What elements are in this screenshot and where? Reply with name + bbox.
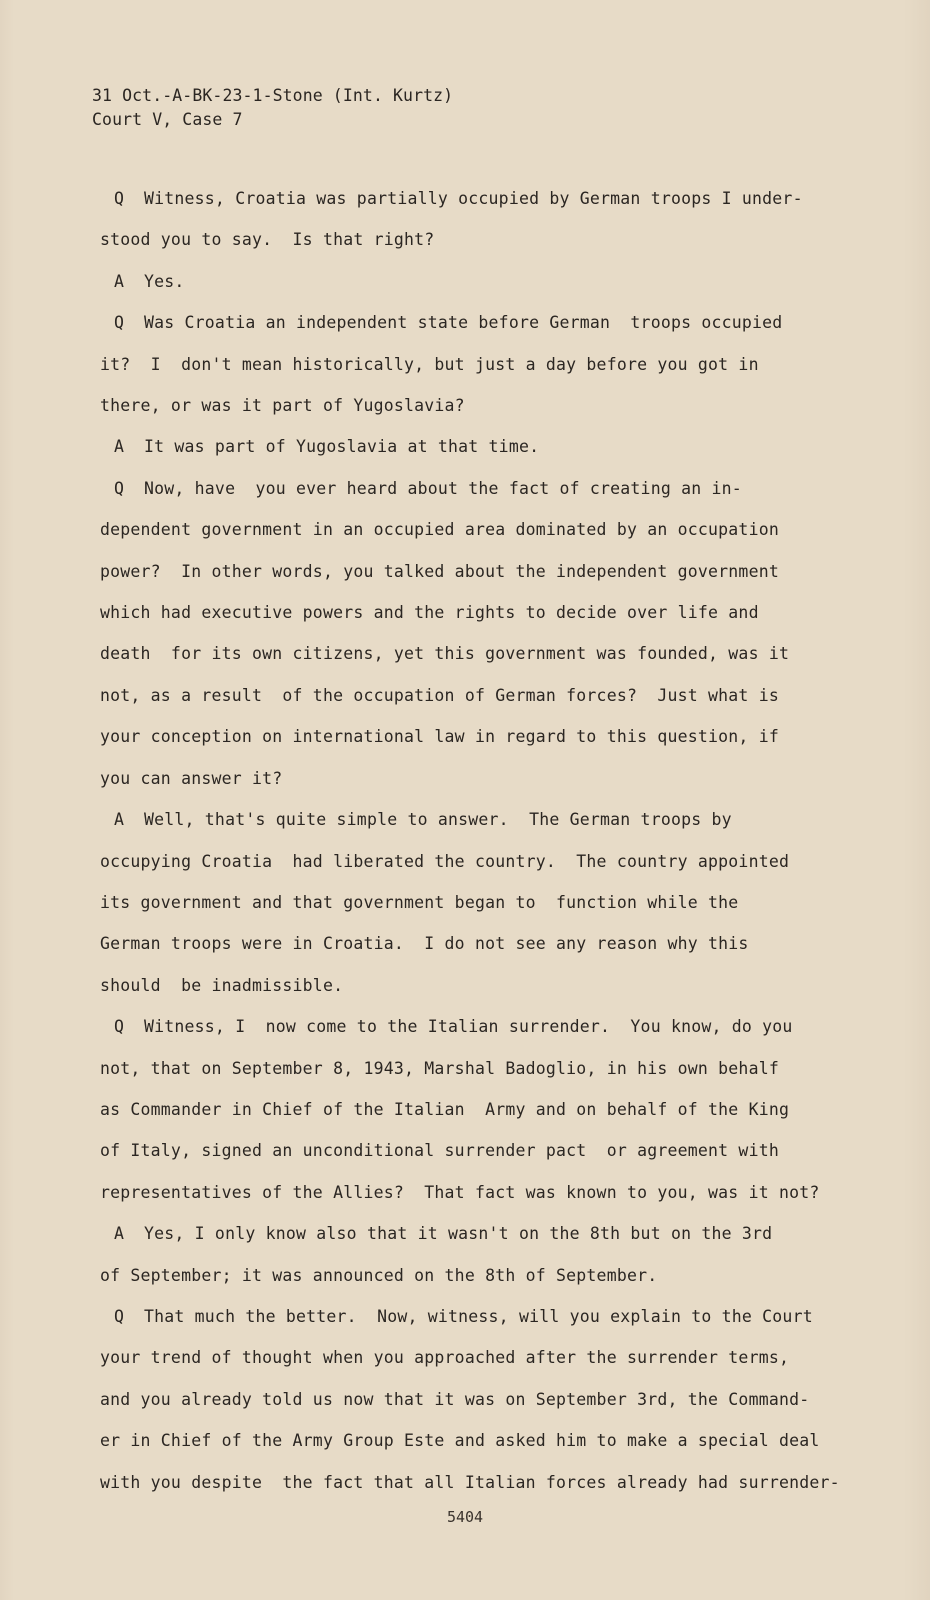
page-number: 5404 — [446, 1508, 484, 1526]
transcript-line: That much the better. Now, witness, will you explain to the Court — [144, 1306, 813, 1326]
question-paragraph — [100, 468, 860, 799]
question-paragraph — [100, 1006, 860, 1213]
transcript-line: your trend of thought when you approached after the surrender terms, — [100, 1348, 790, 1368]
transcript-line: Was Croatia an independent state before German troops occupied — [144, 313, 783, 333]
answer-paragraph — [100, 799, 860, 1006]
question-paragraph — [100, 1296, 860, 1503]
transcript-line: and you already told us now that it was on September 3rd, the Command- — [100, 1389, 810, 1409]
transcript-line: power? In other words, you talked about the independent government — [100, 561, 779, 581]
speaker-label: Q — [114, 1306, 125, 1326]
transcript-line: Witness, Croatia was partially occupied by German troops I under- — [144, 189, 803, 208]
transcript-body — [100, 178, 860, 1503]
question-paragraph — [100, 302, 860, 426]
speaker-label: Q — [114, 1017, 125, 1037]
speaker-label: Q — [114, 478, 125, 498]
transcript-line: of Italy, signed an unconditional surrender pact or agreement with — [100, 1141, 779, 1161]
transcript-line: your conception on international law in regard to this question, if — [100, 727, 779, 747]
transcript-line: er in Chief of the Army Group Este and asked him to make a special deal — [100, 1431, 820, 1451]
speaker-label: Q — [114, 189, 125, 208]
transcript-line: death for its own citizens, yet this government was founded, was it — [100, 644, 790, 664]
transcript-line: Witness, I now come to the Italian surrender. You know, do you — [144, 1017, 793, 1037]
transcript-line: not, as a result of the occupation of German forces? Just what is — [100, 685, 779, 705]
speaker-label: Q — [114, 313, 125, 333]
answer-paragraph — [100, 1213, 860, 1296]
header-line-1: 31 Oct.-A-BK-23-1-Stone (Int. Kurtz) — [92, 86, 454, 105]
transcript-line: Now, have you ever heard about the fact of creating an in- — [144, 478, 742, 498]
speaker-label: A — [114, 271, 125, 291]
transcript-line: not, that on September 8, 1943, Marshal Badoglio, in his own behalf — [100, 1058, 779, 1078]
speaker-label: A — [114, 810, 125, 830]
transcript-line: you can answer it? — [100, 768, 283, 788]
transcript-line: representatives of the Allies? That fact was known to you, was it not? — [100, 1182, 820, 1202]
transcript-line: dependent government in an occupied area dominated by an occupation — [100, 520, 779, 540]
transcript-line: occupying Croatia had liberated the country. The country appointed — [100, 851, 790, 871]
answer-paragraph — [100, 261, 860, 302]
transcript-line: as Commander in Chief of the Italian Army and on behalf of the King — [100, 1099, 790, 1119]
transcript-line: it? I don't mean historically, but just a day before you got in — [100, 354, 759, 374]
transcript-line: Yes, I only know also that it wasn't on the 8th but on the 3rd — [144, 1224, 773, 1244]
transcript-line: there, or was it part of Yugoslavia? — [100, 396, 465, 416]
answer-paragraph — [100, 426, 860, 467]
question-paragraph — [100, 178, 860, 261]
transcript-line: stood you to say. Is that right? — [100, 230, 435, 250]
header-line-2: Court V, Case 7 — [92, 110, 243, 129]
speaker-label: A — [114, 437, 125, 457]
transcript-line: German troops were in Croatia. I do not see any reason why this — [100, 934, 749, 954]
transcript-line: It was part of Yugoslavia at that time. — [144, 437, 540, 457]
transcript-line: its government and that government began to function while the — [100, 892, 739, 912]
transcript-line: of September; it was announced on the 8th of September. — [100, 1265, 658, 1285]
document-header — [92, 84, 453, 132]
transcript-line: should be inadmissible. — [100, 975, 344, 995]
transcript-line: with you despite the fact that all Italian forces already had surrender- — [100, 1472, 840, 1492]
transcript-line: Well, that's quite simple to answer. The German troops by — [144, 810, 732, 830]
transcript-line: which had executive powers and the rights to decide over life and — [100, 603, 759, 623]
transcript-line: Yes. — [144, 271, 185, 291]
speaker-label: A — [114, 1224, 125, 1244]
